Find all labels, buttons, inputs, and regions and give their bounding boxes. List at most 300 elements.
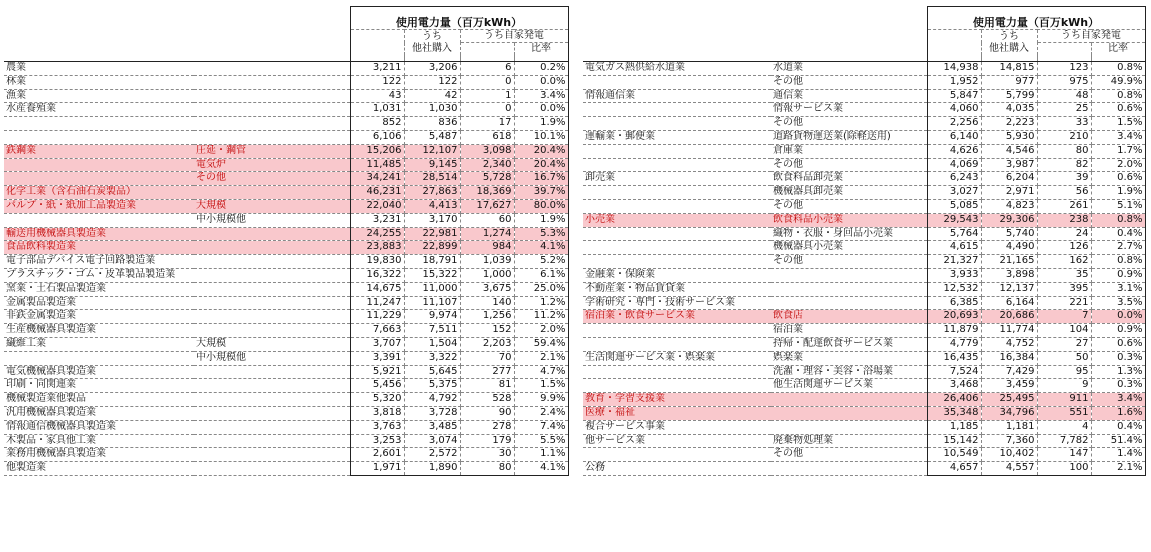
industry-label (583, 103, 771, 117)
selfgen-value: 104 (1037, 324, 1091, 338)
subcategory-label (194, 117, 350, 131)
purchased-value: 10,402 (981, 448, 1037, 462)
industry-label (583, 324, 771, 338)
total-usage-value: 46,231 (350, 186, 404, 200)
purchased-value: 4,557 (981, 462, 1037, 476)
header-row-1 (583, 7, 1145, 30)
total-usage-value: 6,140 (927, 130, 981, 144)
table-row (583, 89, 1145, 103)
subcategory-label: 織物・衣服・身回品小売業 (771, 227, 927, 241)
purchased-value: 1,504 (404, 337, 460, 351)
industry-label (583, 337, 771, 351)
subcategory-label: 倉庫業 (771, 144, 927, 158)
table-row (583, 379, 1145, 393)
purchased-value: 1,890 (404, 462, 460, 476)
subcategory-label: その他 (771, 158, 927, 172)
subcategory-label: その他 (771, 255, 927, 269)
table-row (4, 434, 568, 448)
table-row (4, 268, 568, 282)
table-row (4, 379, 568, 393)
table-row (583, 158, 1145, 172)
selfgen-ratio-value: 1.5% (514, 379, 568, 393)
selfgen-value: 25 (1037, 103, 1091, 117)
table-row (4, 89, 568, 103)
total-usage-value: 11,247 (350, 296, 404, 310)
purchased-value: 22,981 (404, 227, 460, 241)
total-usage-value: 34,241 (350, 172, 404, 186)
total-usage-value: 14,938 (927, 62, 981, 76)
selfgen-ratio-value: 1.5% (1091, 117, 1145, 131)
selfgen-value: 5,728 (460, 172, 514, 186)
total-usage-value: 6,106 (350, 130, 404, 144)
total-usage-value: 4,657 (927, 462, 981, 476)
total-usage-value: 16,435 (927, 351, 981, 365)
subcategory-label (194, 62, 350, 76)
purchased-value: 9,974 (404, 310, 460, 324)
industry-label: 繊維工業 (4, 337, 194, 351)
purchased-value: 1,181 (981, 420, 1037, 434)
selfgen-ratio-value: 3.1% (1091, 282, 1145, 296)
industry-label (4, 351, 194, 365)
selfgen-ratio-value: 0.2% (514, 62, 568, 76)
purchased-value: 3,459 (981, 379, 1037, 393)
selfgen-value: 27 (1037, 337, 1091, 351)
purchased-value: 11,774 (981, 324, 1037, 338)
industry-label: 医療・福祉 (583, 406, 771, 420)
subcategory-label: 大規模 (194, 337, 350, 351)
selfgen-ratio-value: 5.3% (514, 227, 568, 241)
subcategory-label (771, 420, 927, 434)
total-usage-value: 11,485 (350, 158, 404, 172)
industry-label (4, 213, 194, 227)
selfgen-value: 4 (1037, 420, 1091, 434)
purchased-value: 16,384 (981, 351, 1037, 365)
purchased-value: 977 (981, 75, 1037, 89)
table-row (4, 62, 568, 76)
purchased-value: 2,572 (404, 448, 460, 462)
selfgen-ratio-value: 0.9% (1091, 268, 1145, 282)
industry-label: 食品飲料製造業 (4, 241, 194, 255)
industry-label: 運輸業・郵便業 (583, 130, 771, 144)
industry-label (583, 255, 771, 269)
subcategory-label: 電気炉 (194, 158, 350, 172)
table-row (583, 434, 1145, 448)
selfgen-ratio-value: 1.9% (1091, 186, 1145, 200)
total-usage-value: 122 (350, 75, 404, 89)
industry-label: プラスチック・ゴム・皮革製品製造業 (4, 268, 194, 282)
table-row (583, 282, 1145, 296)
selfgen-ratio-value: 25.0% (514, 282, 568, 296)
selfgen-value: 210 (1037, 130, 1091, 144)
purchased-value: 1,030 (404, 103, 460, 117)
total-usage-value: 6,385 (927, 296, 981, 310)
subcategory-label: その他 (771, 75, 927, 89)
selfgen-value: 48 (1037, 89, 1091, 103)
purchased-value: 4,792 (404, 393, 460, 407)
selfgen-value: 9 (1037, 379, 1091, 393)
industry-label: 漁業 (4, 89, 194, 103)
purchased-value: 7,511 (404, 324, 460, 338)
selfgen-ratio-value: 0.6% (1091, 172, 1145, 186)
selfgen-value: 17,627 (460, 199, 514, 213)
total-usage-value: 3,468 (927, 379, 981, 393)
purchased-value: 4,490 (981, 241, 1037, 255)
industry-label: 卸売業 (583, 172, 771, 186)
table-row (583, 351, 1145, 365)
selfgen-value: 278 (460, 420, 514, 434)
selfgen-value: 1,000 (460, 268, 514, 282)
total-usage-value: 19,830 (350, 255, 404, 269)
table-row (583, 199, 1145, 213)
table-row (4, 337, 568, 351)
selfgen-ratio-value: 0.0% (514, 103, 568, 117)
total-usage-value: 3,391 (350, 351, 404, 365)
table-row (4, 420, 568, 434)
subcategory-label: 圧延・鋼管 (194, 144, 350, 158)
selfgen-ratio-value: 5.5% (514, 434, 568, 448)
selfgen-ratio-value: 0.0% (514, 75, 568, 89)
industry-label: 機械製造業他製品 (4, 393, 194, 407)
purchased-value: 28,514 (404, 172, 460, 186)
header-row-3 (583, 43, 1145, 56)
subcategory-label (194, 379, 350, 393)
total-usage-value: 5,921 (350, 365, 404, 379)
total-usage-value: 5,456 (350, 379, 404, 393)
total-usage-value: 1,031 (350, 103, 404, 117)
selfgen-ratio-value: 0.6% (1091, 337, 1145, 351)
industry-label (583, 144, 771, 158)
subcategory-label (194, 89, 350, 103)
subcategory-label (194, 448, 350, 462)
subcategory-label (194, 255, 350, 269)
selfgen-ratio-value: 59.4% (514, 337, 568, 351)
total-usage-value: 21,327 (927, 255, 981, 269)
industry-label (583, 227, 771, 241)
total-usage-value: 3,027 (927, 186, 981, 200)
industry-label: 他サービス業 (583, 434, 771, 448)
industry-label (4, 172, 194, 186)
selfgen-value: 0 (460, 103, 514, 117)
table-row (583, 117, 1145, 131)
subcategory-label: 飲食料品卸売業 (771, 172, 927, 186)
industry-label: 宿泊業・飲食サービス業 (583, 310, 771, 324)
purchased-value: 11,000 (404, 282, 460, 296)
subcategory-label: その他 (194, 172, 350, 186)
subcategory-label: 飲食料品小売業 (771, 213, 927, 227)
purchased-value: 5,487 (404, 130, 460, 144)
selfgen-value: 80 (1037, 144, 1091, 158)
table-row (583, 213, 1145, 227)
purchased-value: 7,360 (981, 434, 1037, 448)
selfgen-value: 1 (460, 89, 514, 103)
purchased-value: 2,971 (981, 186, 1037, 200)
selfgen-ratio-value: 2.4% (514, 406, 568, 420)
table-row (583, 130, 1145, 144)
selfgen-value: 82 (1037, 158, 1091, 172)
table-row (583, 144, 1145, 158)
industry-label: 学術研究・専門・技術サービス業 (583, 296, 771, 310)
purchased-value: 5,799 (981, 89, 1037, 103)
selfgen-ratio-value: 3.4% (1091, 393, 1145, 407)
total-usage-value: 1,952 (927, 75, 981, 89)
subcategory-label: 大規模 (194, 199, 350, 213)
industry-label: 林業 (4, 75, 194, 89)
table-row (583, 227, 1145, 241)
subcategory-label (194, 241, 350, 255)
industry-label: 金融業・保険業 (583, 268, 771, 282)
table-row (4, 365, 568, 379)
purchased-value: 5,930 (981, 130, 1037, 144)
purchased-value: 12,137 (981, 282, 1037, 296)
subcategory-label (194, 365, 350, 379)
purchased-value: 9,145 (404, 158, 460, 172)
industry-label (583, 117, 771, 131)
selfgen-value: 81 (460, 379, 514, 393)
selfgen-ratio-value: 0.6% (1091, 103, 1145, 117)
industry-label: 情報通信機械器具製造業 (4, 420, 194, 434)
selfgen-value: 3,675 (460, 282, 514, 296)
industry-label: 金属製品製造業 (4, 296, 194, 310)
table-row (4, 310, 568, 324)
industry-label: 化学工業（含石油石炭製品） (4, 186, 194, 200)
selfgen-ratio-value: 0.8% (1091, 89, 1145, 103)
industry-label: パルプ・紙・紙加工品製造業 (4, 199, 194, 213)
industry-label: 汎用機械器具製造業 (4, 406, 194, 420)
table-row (4, 241, 568, 255)
selfgen-value: 24 (1037, 227, 1091, 241)
selfgen-ratio-value: 20.4% (514, 144, 568, 158)
table-row (4, 144, 568, 158)
table-row (4, 406, 568, 420)
total-usage-value: 29,543 (927, 213, 981, 227)
purchased-value: 11,107 (404, 296, 460, 310)
total-usage-value: 3,707 (350, 337, 404, 351)
selfgen-value: 551 (1037, 406, 1091, 420)
selfgen-value: 56 (1037, 186, 1091, 200)
purchased-value: 3,206 (404, 62, 460, 76)
total-usage-value: 7,524 (927, 365, 981, 379)
table-row (4, 255, 568, 269)
selfgen-ratio-value: 6.1% (514, 268, 568, 282)
selfgen-value: 152 (460, 324, 514, 338)
industry-label (583, 75, 771, 89)
selfgen-ratio-value: 0.8% (1091, 213, 1145, 227)
selfgen-value: 140 (460, 296, 514, 310)
selfgen-value: 70 (460, 351, 514, 365)
table-row (583, 255, 1145, 269)
selfgen-value: 221 (1037, 296, 1091, 310)
selfgen-ratio-value: 2.1% (514, 351, 568, 365)
purchased-value: 6,204 (981, 172, 1037, 186)
selfgen-value: 618 (460, 130, 514, 144)
selfgen-ratio-value: 9.9% (514, 393, 568, 407)
industry-label: 複合サービス事業 (583, 420, 771, 434)
industry-label: 木製品・家具他工業 (4, 434, 194, 448)
total-usage-value: 3,763 (350, 420, 404, 434)
total-usage-value: 11,229 (350, 310, 404, 324)
total-usage-value: 3,231 (350, 213, 404, 227)
selfgen-ratio-value: 11.2% (514, 310, 568, 324)
total-usage-value: 3,211 (350, 62, 404, 76)
table-row (583, 241, 1145, 255)
industry-label: 電気ガス熱供給水道業 (583, 62, 771, 76)
purchased-value: 20,686 (981, 310, 1037, 324)
table-row (583, 420, 1145, 434)
total-usage-value: 24,255 (350, 227, 404, 241)
purchased-value: 15,322 (404, 268, 460, 282)
subcategory-label (771, 406, 927, 420)
selfgen-ratio-value: 0.0% (1091, 310, 1145, 324)
total-usage-value: 5,764 (927, 227, 981, 241)
selfgen-ratio-value: 0.3% (1091, 351, 1145, 365)
selfgen-ratio-value: 1.3% (1091, 365, 1145, 379)
industry-label: 鉄鋼業 (4, 144, 194, 158)
industry-label (583, 158, 771, 172)
left-industry-table (4, 6, 569, 476)
purchased-value: 29,306 (981, 213, 1037, 227)
industry-label (583, 199, 771, 213)
table-row (583, 75, 1145, 89)
industry-label: 窯業・土石製品製造業 (4, 282, 194, 296)
selfgen-ratio-value: 1.6% (1091, 406, 1145, 420)
total-usage-value: 2,256 (927, 117, 981, 131)
selfgen-ratio-value: 2.1% (1091, 462, 1145, 476)
purchased-value: 5,375 (404, 379, 460, 393)
table-row (4, 296, 568, 310)
purchased-value: 3,987 (981, 158, 1037, 172)
header-selfgen: うち自家発電 (1037, 30, 1145, 43)
table-row (583, 365, 1145, 379)
selfgen-value: 277 (460, 365, 514, 379)
industry-label (583, 448, 771, 462)
subcategory-label (194, 393, 350, 407)
purchased-value: 25,495 (981, 393, 1037, 407)
selfgen-ratio-value: 0.9% (1091, 324, 1145, 338)
header-row-2 (583, 30, 1145, 43)
selfgen-value: 261 (1037, 199, 1091, 213)
total-usage-value: 3,818 (350, 406, 404, 420)
total-usage-value: 4,626 (927, 144, 981, 158)
purchased-value: 4,413 (404, 199, 460, 213)
table-row (583, 310, 1145, 324)
table-row (4, 130, 568, 144)
subcategory-label: 機械器具卸売業 (771, 186, 927, 200)
selfgen-value: 162 (1037, 255, 1091, 269)
selfgen-value: 100 (1037, 462, 1091, 476)
industry-label: 農業 (4, 62, 194, 76)
selfgen-ratio-value: 10.1% (514, 130, 568, 144)
purchased-value: 836 (404, 117, 460, 131)
selfgen-ratio-value: 1.4% (1091, 448, 1145, 462)
table-row (4, 103, 568, 117)
table-row (583, 62, 1145, 76)
total-usage-value: 5,320 (350, 393, 404, 407)
industry-label (583, 379, 771, 393)
purchased-value: 3,485 (404, 420, 460, 434)
purchased-value: 6,164 (981, 296, 1037, 310)
purchased-value: 2,223 (981, 117, 1037, 131)
selfgen-ratio-value: 0.8% (1091, 255, 1145, 269)
selfgen-value: 90 (460, 406, 514, 420)
purchased-value: 4,752 (981, 337, 1037, 351)
selfgen-value: 123 (1037, 62, 1091, 76)
total-usage-value: 16,322 (350, 268, 404, 282)
table-row (583, 462, 1145, 476)
total-usage-value: 4,060 (927, 103, 981, 117)
selfgen-ratio-value: 1.1% (514, 448, 568, 462)
subcategory-label: 情報サービス業 (771, 103, 927, 117)
selfgen-ratio-value: 7.4% (514, 420, 568, 434)
selfgen-value: 33 (1037, 117, 1091, 131)
total-usage-value: 1,185 (927, 420, 981, 434)
purchased-value: 14,815 (981, 62, 1037, 76)
table-row (583, 172, 1145, 186)
subcategory-label (194, 462, 350, 476)
table-row (4, 213, 568, 227)
purchased-value: 3,728 (404, 406, 460, 420)
table-row (4, 199, 568, 213)
table-row (4, 462, 568, 476)
header-row-3 (4, 43, 568, 56)
selfgen-ratio-value: 80.0% (514, 199, 568, 213)
selfgen-value: 3,098 (460, 144, 514, 158)
total-usage-value: 6,243 (927, 172, 981, 186)
selfgen-ratio-value: 5.1% (1091, 199, 1145, 213)
selfgen-ratio-value: 1.7% (1091, 144, 1145, 158)
selfgen-value: 0 (460, 75, 514, 89)
selfgen-value: 50 (1037, 351, 1091, 365)
total-usage-value: 15,206 (350, 144, 404, 158)
selfgen-ratio-value: 3.4% (1091, 130, 1145, 144)
selfgen-ratio-value: 2.7% (1091, 241, 1145, 255)
header-purchased-1: うち (422, 30, 442, 42)
purchased-value: 18,791 (404, 255, 460, 269)
purchased-value: 22,899 (404, 241, 460, 255)
total-usage-value: 4,779 (927, 337, 981, 351)
table-row (4, 393, 568, 407)
table-row (583, 337, 1145, 351)
selfgen-ratio-value: 3.5% (1091, 296, 1145, 310)
purchased-value: 3,074 (404, 434, 460, 448)
selfgen-ratio-value: 4.1% (514, 241, 568, 255)
subcategory-label: 水道業 (771, 62, 927, 76)
selfgen-value: 18,369 (460, 186, 514, 200)
selfgen-value: 126 (1037, 241, 1091, 255)
purchased-value: 34,796 (981, 406, 1037, 420)
total-usage-value: 35,348 (927, 406, 981, 420)
purchased-value: 27,863 (404, 186, 460, 200)
subcategory-label: 廃棄物処理業 (771, 434, 927, 448)
table-row (583, 268, 1145, 282)
subcategory-label (194, 434, 350, 448)
total-usage-value: 852 (350, 117, 404, 131)
industry-label: 不動産業・物品賃貸業 (583, 282, 771, 296)
subcategory-label (771, 282, 927, 296)
right-table-panel (583, 6, 1147, 476)
subcategory-label (194, 186, 350, 200)
table-row (4, 158, 568, 172)
selfgen-value: 7,782 (1037, 434, 1091, 448)
header-purchased-2: 他社購入 (412, 42, 452, 54)
selfgen-ratio-value: 4.1% (514, 462, 568, 476)
selfgen-ratio-value: 2.0% (1091, 158, 1145, 172)
selfgen-value: 7 (1037, 310, 1091, 324)
purchased-value: 3,898 (981, 268, 1037, 282)
subcategory-label (194, 75, 350, 89)
subcategory-label: 飲食店 (771, 310, 927, 324)
purchased-value: 21,165 (981, 255, 1037, 269)
selfgen-value: 2,340 (460, 158, 514, 172)
